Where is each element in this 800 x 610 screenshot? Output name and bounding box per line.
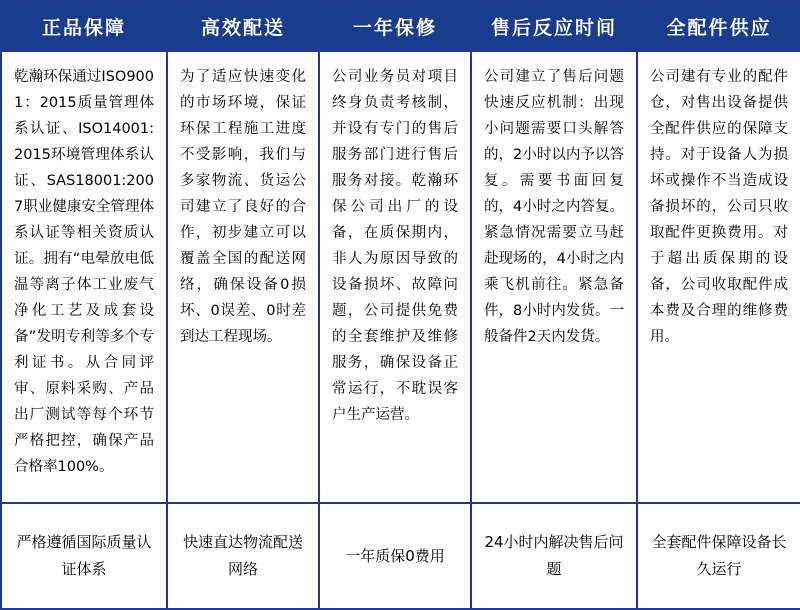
column-header-parts-supply: 全配件供应 [637, 1, 800, 51]
table-footer-row [1, 503, 800, 609]
column-header-delivery: 高效配送 [167, 1, 319, 51]
footer-text-response-time: 24小时内解决售后问题 [484, 533, 624, 578]
table-cell-footer-warranty [319, 503, 471, 609]
table-cell-footer-parts-supply [637, 503, 800, 609]
table-cell-footer-authenticity [1, 503, 167, 609]
table-cell-body-delivery [167, 51, 319, 503]
table-cell-body-authenticity [1, 51, 167, 503]
table-header-row [1, 1, 800, 51]
table-cell-body-warranty [319, 51, 471, 503]
footer-text-parts-supply: 全套配件保障设备长久运行 [651, 533, 787, 578]
column-header-response-time: 售后反应时间 [471, 1, 637, 51]
body-text-response-time: 公司建立了售后问题快速反应机制：出现小问题需要口头解答的，2小时以内予以答复。需要书面回复的，4小时之内答复。紧急情况需要立马赶赴现场的，4小时之内乘飞机前往。紧急备件，8小时内发货。一般备件2天内发货。 [484, 69, 624, 345]
table-cell-footer-response-time [471, 503, 637, 609]
body-text-warranty: 公司业务员对项目终身负责考核制，并设有专门的售后服务部门进行售后服务对接。乾瀚环保公司出厂的设备，在质保期内，非人为原因导致的设备损坏、故障问题，公司提供免费的全套维护及维修服务，确保设备正常运行，不耽误客户生产运营。 [332, 69, 458, 423]
body-text-parts-supply: 公司建有专业的配件仓，对售出设备提供全配件供应的保障支持。对于设备人为损坏或操作不当造成设备损坏的，公司只收取配件更换费用。对于超出质保期的设备，公司收取配件成本费及合理的维修费用。 [650, 69, 788, 345]
table-cell-footer-delivery [167, 503, 319, 609]
table-body-row [1, 51, 800, 503]
footer-text-authenticity: 严格遵循国际质量认证体系 [16, 533, 152, 578]
column-header-warranty: 一年保修 [319, 1, 471, 51]
table-cell-body-parts-supply [637, 51, 800, 503]
footer-text-warranty: 一年质保0费用 [345, 546, 445, 565]
body-text-delivery: 为了适应快速变化的市场环境，保证环保工程施工进度不受影响，我们与多家物流、货运公司建立了良好的合作，初步建立可以覆盖全国的配送网络，确保设备0损坏、0误差、0时差到达工程现场。 [180, 69, 306, 345]
column-header-authenticity: 正品保障 [1, 1, 167, 51]
footer-text-delivery: 快速直达物流配送网络 [182, 533, 303, 578]
body-text-authenticity: 乾瀚环保通过ISO9001：2015质量管理体系认证、ISO14001:2015环境管理体系认证、SAS18001:2007职业健康安全管理体系认证等相关资质认证。拥有“电晕放电低温等离子体工业废气净化工艺及成套设备”发明专利等多个专利证书。从合同评审、原料采购、产品出厂测试等每个环节严格把控，确保产品合格率100%。 [14, 69, 154, 475]
table-cell-body-response-time [471, 51, 637, 503]
